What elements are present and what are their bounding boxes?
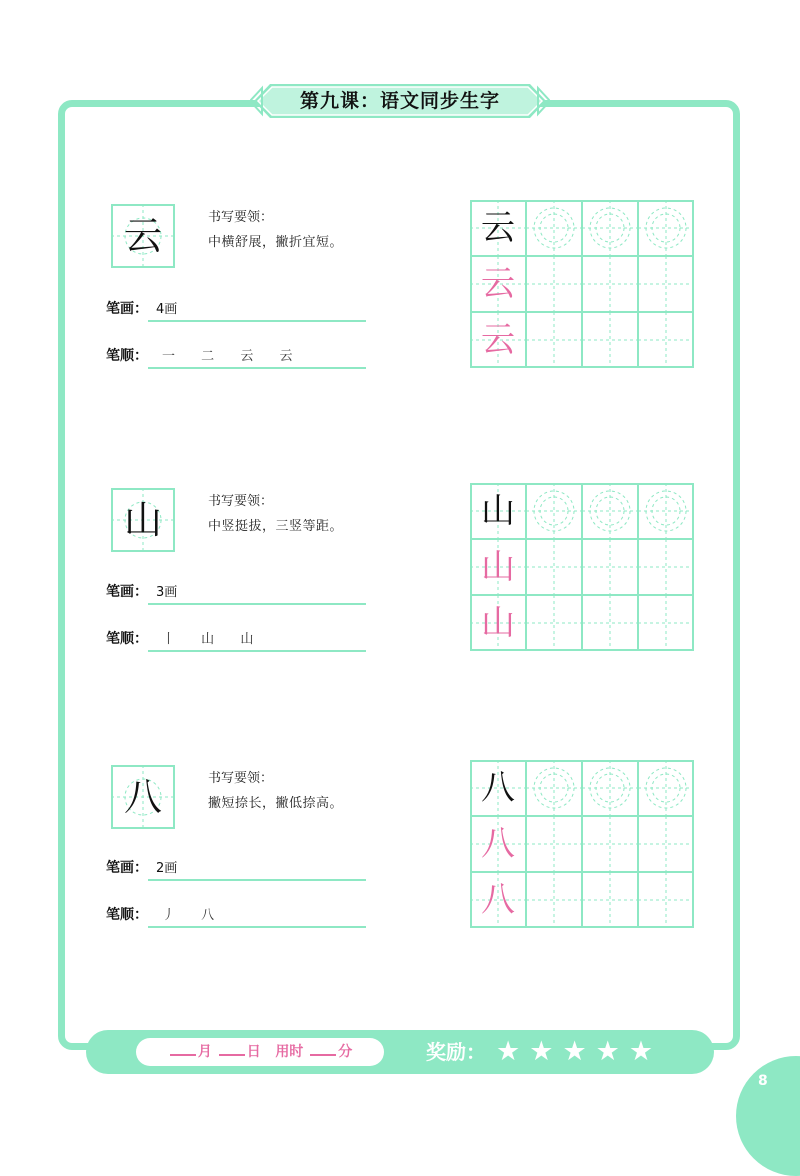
stroke-order-step: 云	[279, 349, 293, 364]
underline	[148, 603, 366, 605]
time-used-label: 用时	[275, 1044, 304, 1060]
tips-title: 书写要领：	[208, 771, 274, 786]
stroke-order-step: 八	[201, 908, 215, 923]
month-blank[interactable]	[170, 1040, 196, 1056]
day-blank[interactable]	[219, 1040, 245, 1056]
stroke-order-row	[106, 628, 254, 648]
tips-title: 书写要领：	[208, 494, 274, 509]
stroke-count-value: 2画	[156, 861, 178, 876]
star-icon[interactable]: ★	[496, 1036, 521, 1067]
stroke-order-step: 山	[201, 632, 215, 647]
title-banner	[250, 84, 550, 118]
stroke-count-row	[106, 857, 178, 877]
star-icon[interactable]: ★	[628, 1036, 654, 1067]
reward-label: 奖励：	[426, 1040, 486, 1064]
stroke-order-list	[162, 628, 275, 647]
tips-text: 中横舒展，撇折宜短。	[208, 235, 344, 250]
practice-char-trace: 云	[481, 320, 515, 360]
day-label: 日	[246, 1044, 261, 1060]
tips-text: 中竖挺拔，三竖等距。	[208, 519, 344, 534]
practice-char-model: 八	[481, 768, 515, 808]
model-char-box	[111, 488, 175, 552]
stroke-count-row	[106, 581, 178, 601]
stroke-order-label: 笔顺：	[106, 348, 148, 364]
model-char: 云	[123, 214, 162, 258]
practice-grid[interactable]	[470, 200, 694, 368]
stroke-count-label: 笔画：	[106, 584, 148, 600]
stroke-order-label: 笔顺：	[106, 631, 148, 647]
practice-char-trace: 山	[481, 547, 515, 587]
stroke-count-label: 笔画：	[106, 301, 148, 317]
model-char-box	[111, 765, 175, 829]
stroke-order-step: 一	[162, 349, 176, 364]
stroke-order-label: 笔顺：	[106, 907, 148, 923]
underline	[148, 879, 366, 881]
practice-char-trace: 八	[481, 880, 515, 920]
underline	[148, 926, 366, 928]
stroke-order-step: 云	[240, 349, 254, 364]
star-icon[interactable]: ★	[529, 1036, 554, 1067]
minute-label: 分	[338, 1044, 353, 1060]
practice-char-model: 山	[481, 491, 515, 531]
page-number: 8	[758, 1073, 768, 1089]
tips-title: 书写要领：	[208, 210, 274, 225]
stroke-order-row	[106, 345, 293, 365]
stroke-count-value: 4画	[156, 302, 178, 317]
stroke-count-value: 3画	[156, 585, 178, 600]
stroke-order-step: 丨	[162, 632, 176, 647]
stroke-count-label: 笔画：	[106, 860, 148, 876]
char-section-1	[0, 204, 800, 464]
underline	[148, 650, 366, 652]
reward-stars	[496, 1036, 662, 1067]
practice-grid[interactable]	[470, 760, 694, 928]
underline	[148, 320, 366, 322]
month-label: 月	[197, 1044, 212, 1060]
model-char: 山	[123, 498, 162, 542]
stroke-order-step: 二	[201, 349, 215, 364]
practice-grid[interactable]	[470, 483, 694, 651]
footer-bar	[86, 1030, 714, 1074]
practice-char-trace: 云	[481, 264, 515, 304]
char-section-2	[0, 488, 800, 748]
stroke-order-list	[162, 345, 314, 364]
date-time-pill	[136, 1038, 384, 1066]
page-title: 第九课：语文同步生字	[299, 90, 500, 112]
page-number-badge	[736, 1056, 800, 1176]
stroke-order-step: 丿	[162, 908, 176, 923]
practice-char-model: 云	[481, 208, 515, 248]
stroke-count-row	[106, 298, 178, 318]
practice-char-trace: 山	[481, 603, 515, 643]
star-icon[interactable]: ★	[562, 1036, 587, 1067]
practice-char-trace: 八	[481, 824, 515, 864]
char-section-3	[0, 765, 800, 1025]
stroke-order-step: 山	[240, 632, 254, 647]
stroke-order-row	[106, 904, 215, 924]
star-icon[interactable]: ★	[595, 1036, 620, 1067]
underline	[148, 367, 366, 369]
model-char: 八	[123, 775, 162, 819]
model-char-box	[111, 204, 175, 268]
stroke-order-list	[162, 904, 236, 923]
minute-blank[interactable]	[310, 1040, 336, 1056]
tips-text: 撇短捺长，撇低捺高。	[208, 796, 344, 811]
